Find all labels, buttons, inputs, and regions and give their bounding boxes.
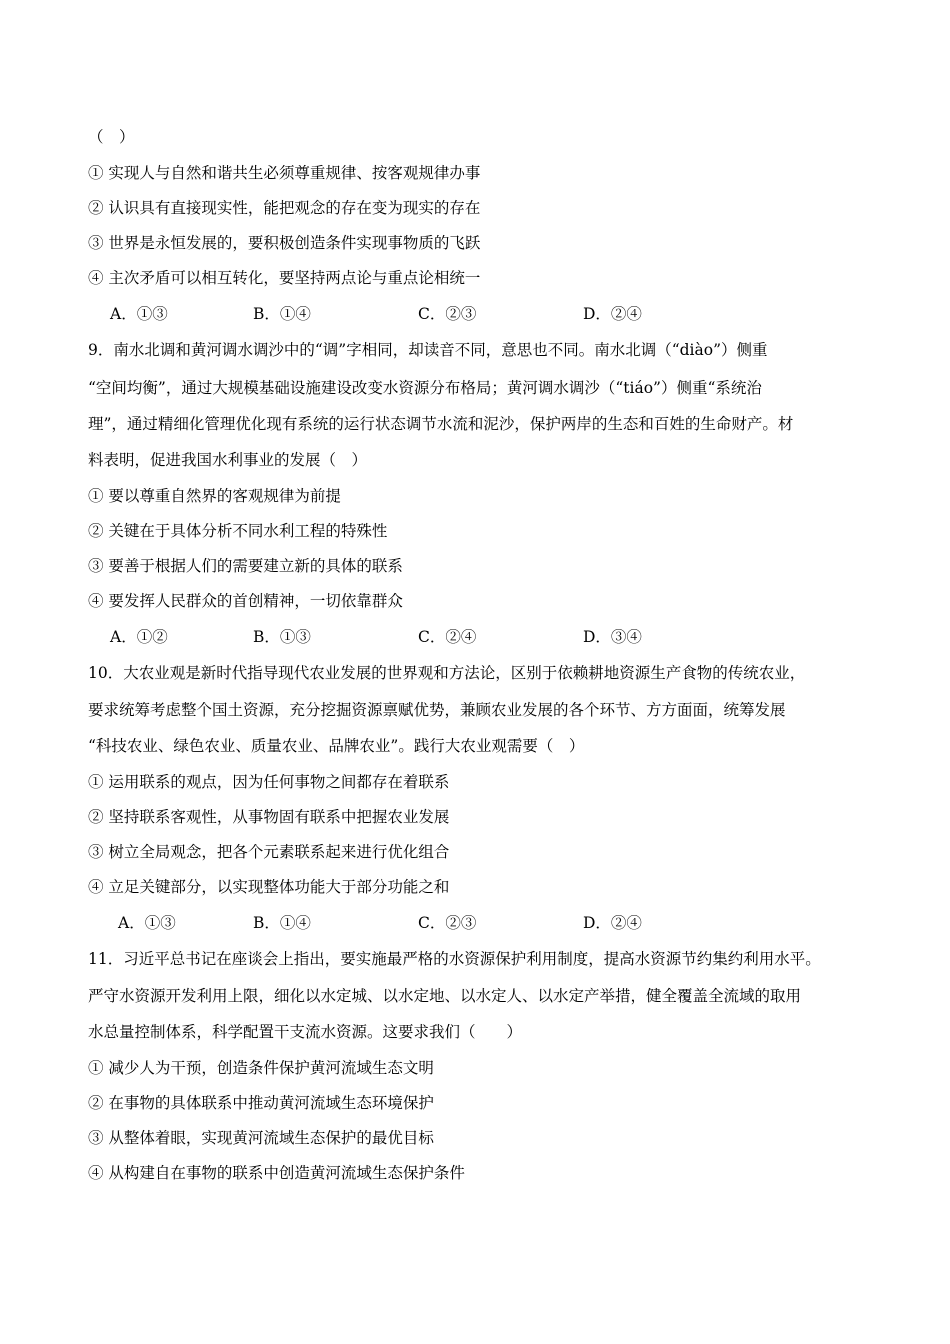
q10-option-a: A．①③ xyxy=(118,914,176,932)
q11-stem-line-2: 严守水资源开发利用上限，细化以水定城、以水定地、以水定人、以水定产举措，健全覆盖全流域的取用 xyxy=(88,987,802,1005)
q9-option-b: B．①③ xyxy=(253,628,311,646)
q9-item-1: ① 要以尊重自然界的客观规律为前提 xyxy=(88,487,341,505)
q9-item-4: ④ 要发挥人民群众的首创精神，一切依靠群众 xyxy=(88,592,403,610)
q9-option-d: D．③④ xyxy=(583,628,642,646)
q9-item-3: ③ 要善于根据人们的需要建立新的具体的联系 xyxy=(88,557,403,575)
q10-item-4: ④ 立足关键部分，以实现整体功能大于部分功能之和 xyxy=(88,878,450,896)
q11-item-2: ② 在事物的具体联系中推动黄河流域生态环境保护 xyxy=(88,1094,434,1112)
q9-option-a: A．①② xyxy=(110,628,168,646)
q11-stem-line-3: 水总量控制体系，科学配置干支流水资源。这要求我们（ ） xyxy=(88,1023,523,1041)
q8-item-4: ④ 主次矛盾可以相互转化，要坚持两点论与重点论相统一 xyxy=(88,269,481,287)
q10-item-3: ③ 树立全局观念，把各个元素联系起来进行优化组合 xyxy=(88,843,450,861)
q8-option-d: D．②④ xyxy=(583,305,642,323)
q11-item-4: ④ 从构建自在事物的联系中创造黄河流域生态保护条件 xyxy=(88,1164,465,1182)
q9-stem-line-2: “空间均衡”，通过大规模基础设施建设改变水资源分布格局；黄河调水调沙（“tiáo”）侧重“系统治 xyxy=(88,379,762,397)
q10-option-b: B．①④ xyxy=(253,914,311,932)
q11-item-1: ① 减少人为干预，创造条件保护黄河流域生态文明 xyxy=(88,1059,434,1077)
q10-item-1: ① 运用联系的观点，因为任何事物之间都存在着联系 xyxy=(88,773,450,791)
q9-stem-line-1: 9．南水北调和黄河调水调沙中的“调”字相同，却读音不同，意思也不同。南水北调（“diào”）侧重 xyxy=(88,341,768,359)
q8-item-3: ③ 世界是永恒发展的，要积极创造条件实现事物质的飞跃 xyxy=(88,234,481,252)
q9-item-2: ② 关键在于具体分析不同水利工程的特殊性 xyxy=(88,522,388,540)
q9-stem-line-4: 料表明，促进我国水利事业的发展（ ） xyxy=(88,451,368,469)
q11-item-3: ③ 从整体着眼，实现黄河流域生态保护的最优目标 xyxy=(88,1129,434,1147)
q8-tail: （ ） xyxy=(88,128,135,146)
q9-stem-line-3: 理”，通过精细化管理优化现有系统的运行状态调节水流和泥沙，保护两岸的生态和百姓的生命财产。材 xyxy=(88,415,794,433)
q8-option-b: B．①④ xyxy=(253,305,311,323)
q8-option-c: C．②③ xyxy=(418,305,477,323)
q10-stem-line-1: 10．大农业观是新时代指导现代农业发展的世界观和方法论，区别于依赖耕地资源生产食物的传统农业， xyxy=(88,664,806,682)
q10-item-2: ② 坚持联系客观性，从事物固有联系中把握农业发展 xyxy=(88,808,450,826)
q10-stem-line-2: 要求统筹考虑整个国土资源，充分挖掘资源禀赋优势，兼顾农业发展的各个环节、方方面面，统筹发展 xyxy=(88,701,786,719)
q10-option-c: C．②③ xyxy=(418,914,477,932)
q10-option-d: D．②④ xyxy=(583,914,642,932)
q10-stem-line-3: “科技农业、绿色农业、质量农业、品牌农业”。践行大农业观需要（ ） xyxy=(88,737,585,755)
q8-option-a: A．①③ xyxy=(110,305,168,323)
q11-stem-line-1: 11．习近平总书记在座谈会上指出，要实施最严格的水资源保护利用制度，提高水资源节约集约利用水平。 xyxy=(88,950,821,968)
q8-item-1: ① 实现人与自然和谐共生必须尊重规律、按客观规律办事 xyxy=(88,164,481,182)
q9-option-c: C．②④ xyxy=(418,628,477,646)
q8-item-2: ② 认识具有直接现实性，能把观念的存在变为现实的存在 xyxy=(88,199,481,217)
